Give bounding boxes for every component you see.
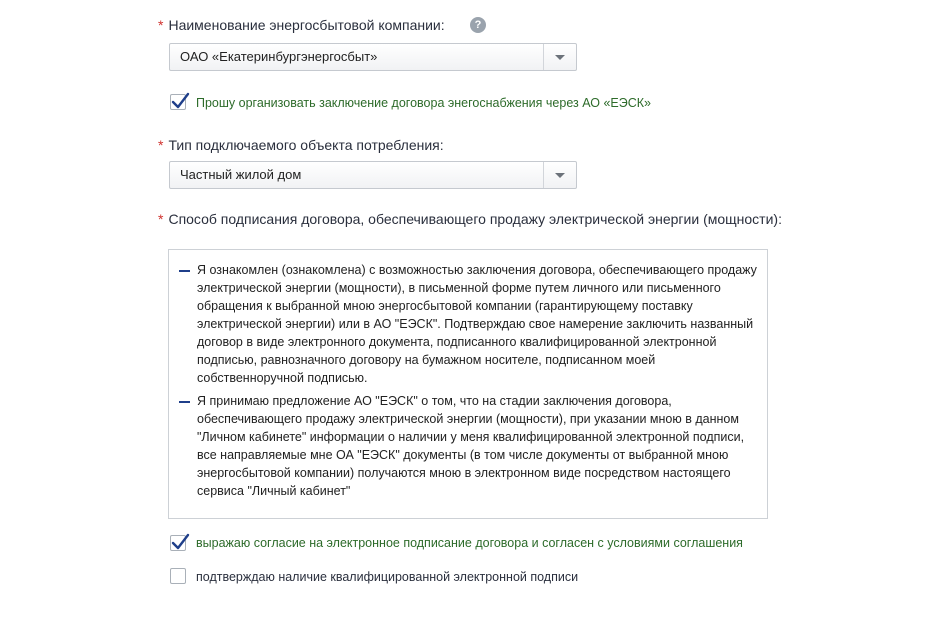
company-select-toggle[interactable] xyxy=(543,44,576,70)
company-select[interactable] xyxy=(169,43,577,71)
agreement-text-box xyxy=(168,249,768,519)
required-mark: * xyxy=(158,17,164,33)
object-type-select-toggle[interactable] xyxy=(543,162,576,188)
check-icon xyxy=(170,91,190,111)
check-icon xyxy=(170,532,190,552)
dash-bullet-icon xyxy=(179,270,190,272)
organize-contract-checkbox[interactable] xyxy=(170,94,186,110)
organize-contract-label[interactable]: Прошу организовать заключение договора энегоснабжения через АО «ЕЭСК» xyxy=(196,96,651,110)
agree-esign-label[interactable]: выражаю согласие на электронное подписание договора и согласен с условиями соглашения xyxy=(196,536,743,550)
confirm-qes-label[interactable]: подтверждаю наличие квалифицированной электронной подписи xyxy=(196,570,579,584)
company-label-text: Наименование энергосбытовой компании: xyxy=(168,17,445,33)
help-icon[interactable]: ? xyxy=(470,17,486,33)
agree-esign-checkbox[interactable] xyxy=(170,535,186,551)
company-label xyxy=(158,17,445,33)
confirm-qes-checkbox[interactable] xyxy=(170,568,186,584)
object-type-select-value: Частный жилой дом xyxy=(180,167,302,182)
agreement-clause xyxy=(179,392,759,500)
signing-method-label-text: Способ подписания договора, обеспечивающего продажу электрической энергии (мощности): xyxy=(168,211,782,227)
object-type-select[interactable] xyxy=(169,161,577,189)
agreement-clause-text: Я принимаю предложение АО "ЕЭСК" о том, что на стадии заключения договора, обеспечивающего продажу электрической энергии (мощности), при указании мною в данном "Личном кабинете" информации о наличии у меня квалифицированной электронной подписи, все направляемые мне ОА "ЕЭСК" документы (в том числе документы от выбранной мною энергосбытовой компании) получаются мною в электронном виде посредством настоящего сервиса "Личный кабинет" xyxy=(197,394,745,498)
signing-method-label xyxy=(158,211,782,227)
dash-bullet-icon xyxy=(179,401,190,403)
chevron-down-icon xyxy=(555,55,565,60)
required-mark: * xyxy=(158,211,164,227)
chevron-down-icon xyxy=(555,173,565,178)
object-type-label xyxy=(158,137,444,153)
required-mark: * xyxy=(158,137,164,153)
company-select-value: ОАО «Екатеринбургэнергосбыт» xyxy=(180,49,378,64)
object-type-label-text: Тип подключаемого объекта потребления: xyxy=(168,137,444,153)
agreement-clause xyxy=(179,261,759,387)
agreement-clause-text: Я ознакомлен (ознакомлена) с возможностью заключения договора, обеспечивающего продажу электрической энергии (мощности), в письменной форме путем личного или письменного обращения к выбранной мною энергосбытовой компании (гарантирующему поставку электрической энергии) или в АО "ЕЭСК". Подтверждаю свое намерение заключить названный договор в виде электронного документа, подписанного квалифицированной электронной подписью, равнозначного договору на бумажном носителе, подписанном моей собственноручной подписью. xyxy=(197,263,757,385)
